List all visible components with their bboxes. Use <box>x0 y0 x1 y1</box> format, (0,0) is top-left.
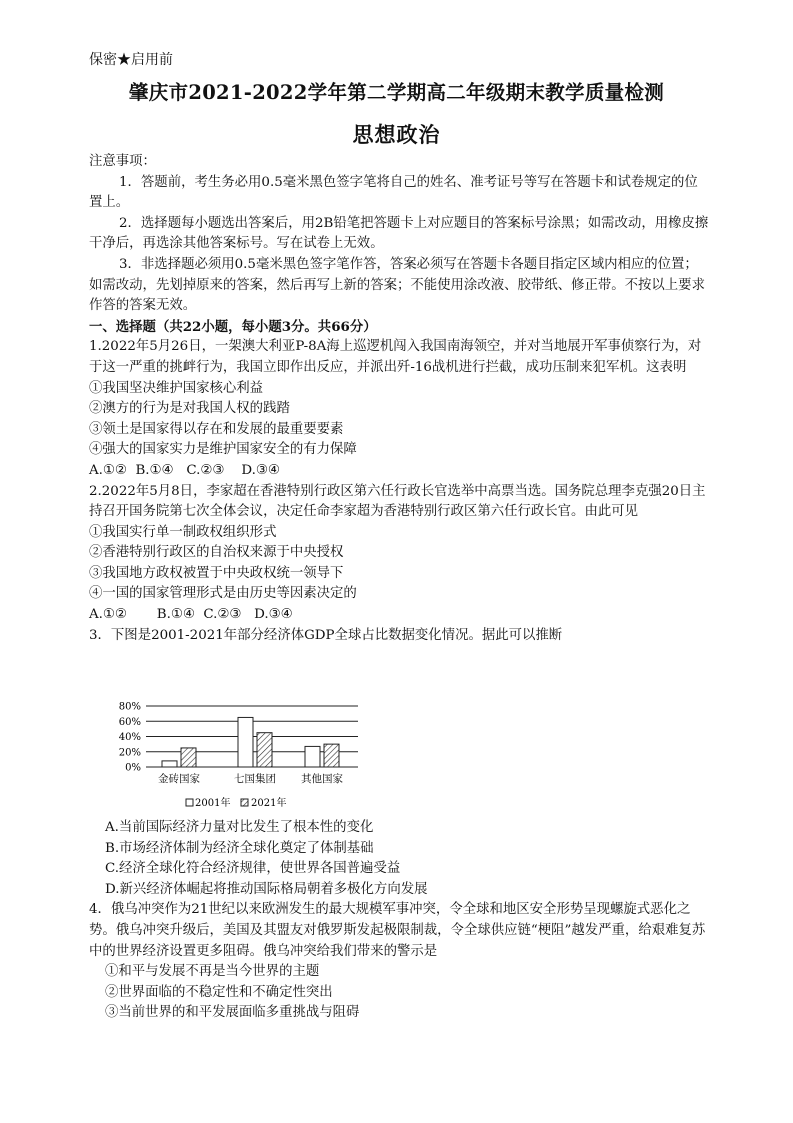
q4-statement: ③当前世界的和平发展面临多重挑战与阻碍 <box>105 1005 360 1021</box>
confidential-label: 保密★启用前 <box>89 52 173 68</box>
gdp-share-chart <box>114 697 364 812</box>
legend-swatch-2001 <box>186 799 193 806</box>
q2-statement: ①我国实行单一制政权组织形式 <box>89 524 277 540</box>
q1-stem: 1.2022年5月26日，一架澳大利亚P-8A海上巡逻机闯入我国南海领空，并对当地展开军事侦察行为，对于这一严重的挑衅行为，我国立即作出反应，并派出歼-16战机进行拦截，成功压制来犯军机。这表明 <box>89 339 702 375</box>
subject-title: 思想政治 <box>352 122 441 147</box>
note-item: 2．选择题每小题选出答案后，用2B铅笔把答题卡上对应题目的答案标号涂黑；如需改动，用橡皮擦干净后，再选涂其他答案标号。写在试卷上无效。 <box>89 215 709 252</box>
section-heading: 一、选择题（共22小题，每小题3分。共66分） <box>89 318 377 335</box>
category-label: 七国集团 <box>234 773 276 785</box>
q3-option-d: D.新兴经济体崛起将推动国际格局朝着多极化方向发展 <box>105 881 428 897</box>
q1-statement: ④强大的国家实力是维护国家安全的有力保障 <box>89 442 357 458</box>
q4-stem: 4．俄乌冲突作为21世纪以来欧洲发生的最大规模军事冲突，令全球和地区安全形势呈现螺旋式恶化之势。俄乌冲突升级后，美国及其盟友对俄罗斯发起极限制裁，令全球供应链“梗阻”越发严重，给艰难复苏中的世界经济设置更多阻碍。俄乌冲突给我们带来的警示是 <box>89 902 706 959</box>
bar-2021 <box>181 748 196 767</box>
bar-2001 <box>305 746 320 767</box>
legend-label-2001: 2001年 <box>195 798 231 809</box>
bar-2021 <box>324 744 339 767</box>
y-tick-label: 60% <box>118 716 141 728</box>
bar-2001 <box>238 717 253 767</box>
bar-2001 <box>162 761 177 767</box>
q3-option-a: A.当前国际经济力量对比发生了根本性的变化 <box>105 820 374 835</box>
bar-2021 <box>257 733 272 767</box>
q2-statement: ②香港特别行政区的自治权来源于中央授权 <box>89 545 344 561</box>
q1-statement: ②澳方的行为是对我国人权的践踏 <box>89 401 290 417</box>
legend-label-2021: 2021年 <box>251 798 287 809</box>
exam-body <box>89 152 711 646</box>
q3-option-c: C.经济全球化符合经济规律，使世界各国普遍受益 <box>105 861 401 877</box>
q1-statement: ①我国坚决维护国家核心利益 <box>89 380 264 396</box>
q1-options: A.①② B.①④ C.②③ D.③④ <box>89 462 280 478</box>
y-tick-label: 80% <box>118 701 141 713</box>
notes-heading: 注意事项： <box>89 154 156 169</box>
category-label: 其他国家 <box>301 773 343 785</box>
exam-title: 肇庆市2021-2022学年第二学期高二年级期末教学质量检测 <box>128 81 665 104</box>
note-item: 1．答题前，考生务必用0.5毫米黑色签字笔将自己的姓名、准考证号等写在答题卡和试卷规定的位置上。 <box>89 174 698 211</box>
y-tick-label: 0% <box>125 762 141 774</box>
q4-statement: ②世界面临的不稳定性和不确定性突出 <box>105 984 333 1000</box>
exam-body-continued <box>89 818 711 1024</box>
q2-stem: 2.2022年5月8日，李家超在香港特别行政区第六任行政长官选举中高票当选。国务院总理李克强20日主持召开国务院第七次全体会议，决定任命李家超为香港特别行政区第六任行政长官。由此可见 <box>89 483 706 520</box>
q3-stem: 3．下图是2001-2021年部分经济体GDP全球占比数据变化情况。据此可以推断 <box>89 627 563 643</box>
q2-statement: ③我国地方政权被置于中央政权统一领导下 <box>89 565 344 581</box>
q1-statement: ③领土是国家得以存在和发展的最重要要素 <box>89 421 344 437</box>
q3-option-b: B.市场经济体制为经济全球化奠定了体制基础 <box>105 840 374 856</box>
note-item: 3．非选择题必须用0.5毫米黑色签字笔作答，答案必须写在答题卡各题目指定区域内相应的位置；如需改动，先划掉原来的答案，然后再写上新的答案；不能使用涂改液、胶带纸、修正带。不按以上要求作答的答案无效。 <box>89 256 705 314</box>
legend-swatch-2021 <box>241 799 248 806</box>
category-label: 金砖国家 <box>158 773 200 785</box>
y-tick-label: 20% <box>118 747 141 759</box>
q4-statement: ①和平与发展不再是当今世界的主题 <box>105 964 320 980</box>
q2-statement: ④一国的国家管理形式是由历史等因素决定的 <box>89 586 357 602</box>
y-tick-label: 40% <box>118 732 141 743</box>
q2-options: A.①② B.①④ C.②③ D.③④ <box>89 607 293 623</box>
